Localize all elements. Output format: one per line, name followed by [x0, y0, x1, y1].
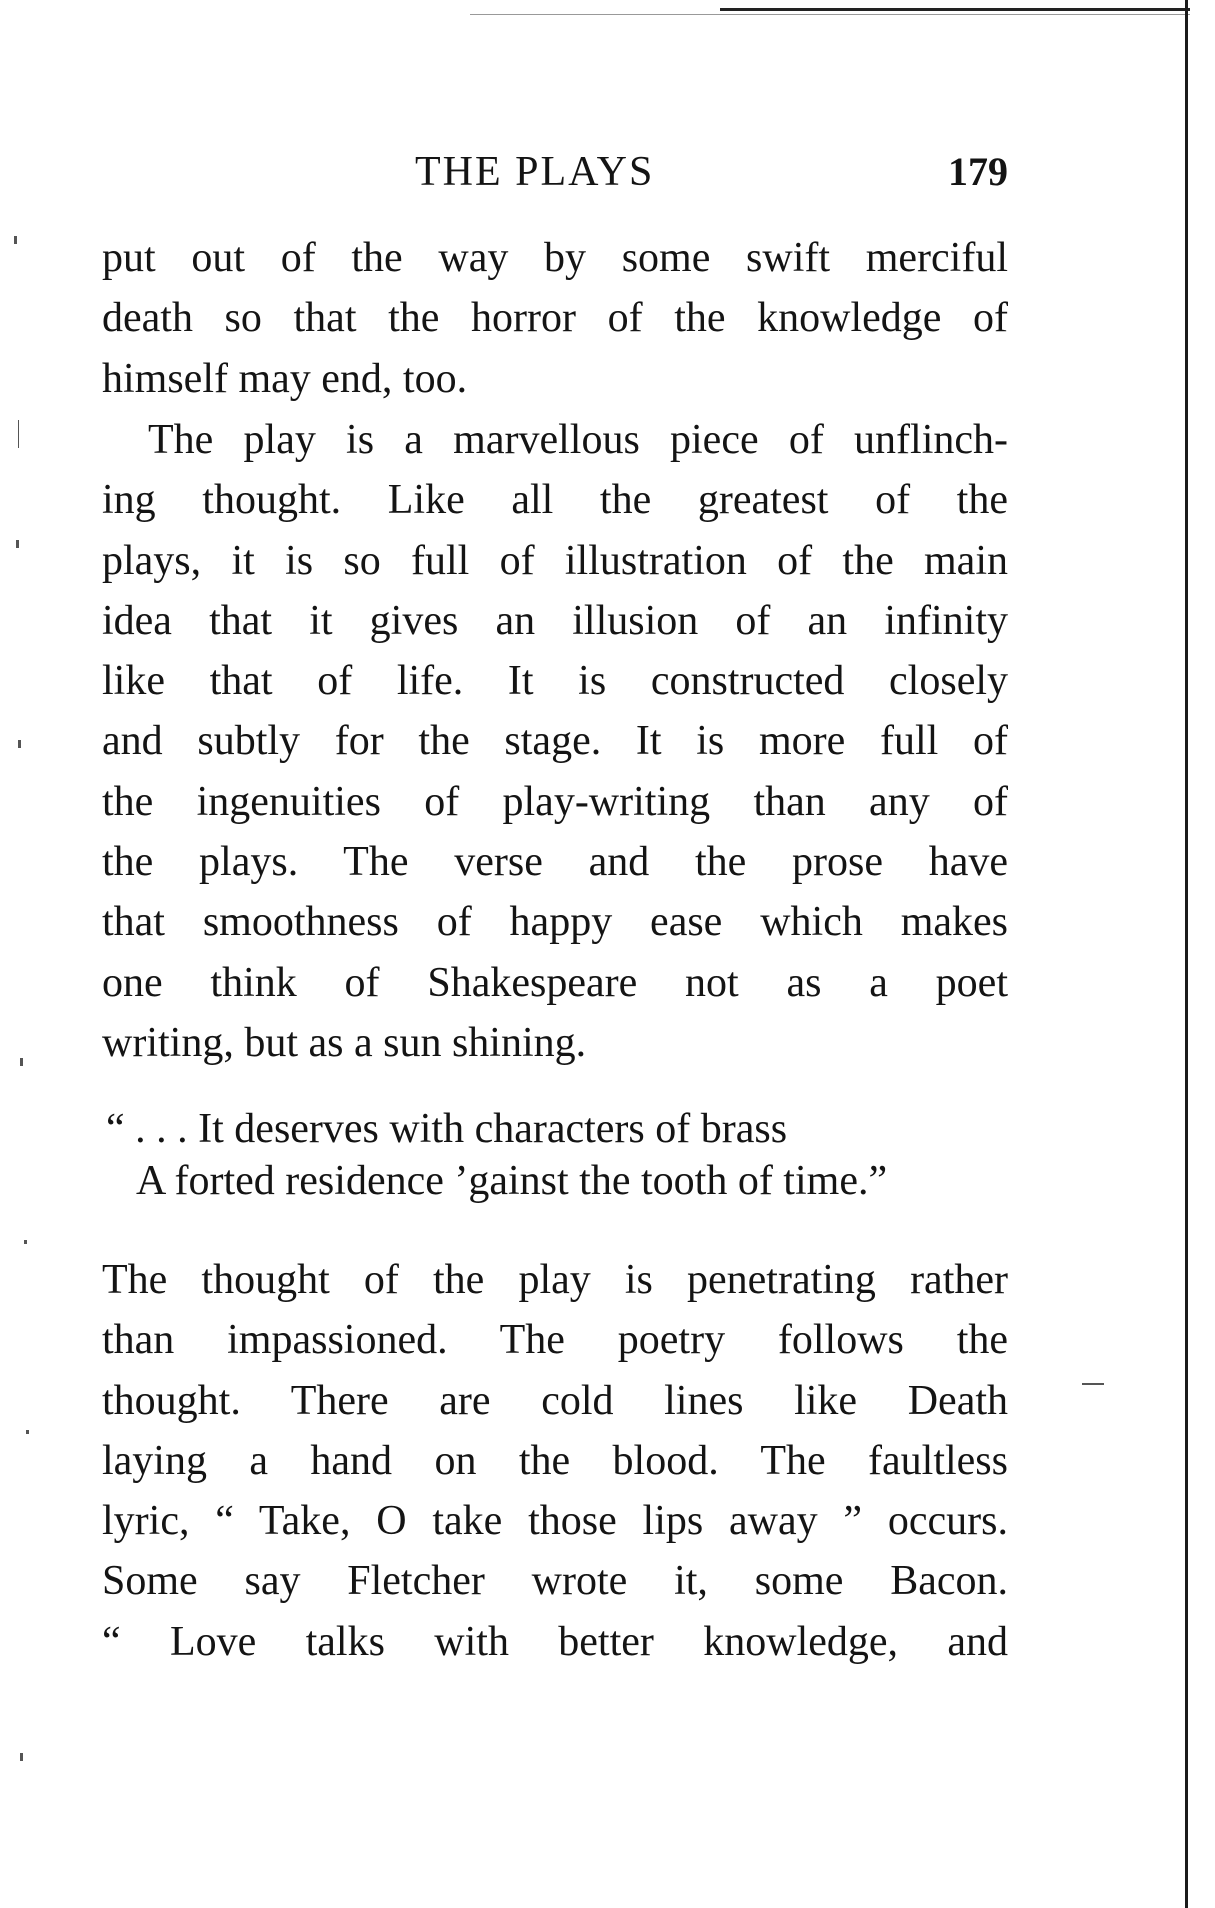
text-line: death so that the horror of the knowledge of [102, 295, 1008, 342]
text-line: the ingenuities of play-writing than any of [102, 778, 1008, 825]
paragraph-thought [102, 1250, 1008, 1672]
text-line: himself may end, too. [102, 355, 468, 402]
text-line: one think of Shakespeare not as a poet [102, 959, 1008, 1006]
scan-top-rule-thin [470, 14, 1190, 15]
text-line: The thought of the play is penetrating rather [102, 1257, 1008, 1303]
scan-speck [18, 740, 21, 748]
verse-quotation [106, 1103, 887, 1207]
scan-speck [14, 236, 17, 244]
page-header [100, 148, 1008, 196]
text-line: put out of the way by some swift merciful [102, 235, 1008, 281]
text-line: lyric, “ Take, O take those lips away ” occurs. [102, 1498, 1008, 1545]
text-line: and subtly for the stage. It is more full of [102, 718, 1008, 765]
running-title: THE PLAYS [415, 149, 655, 195]
quote-line: “ . . . It deserves with characters of brass [106, 1106, 788, 1152]
text-line: that smoothness of happy ease which makes [102, 899, 1008, 946]
text-line: the plays. The verse and the prose have [102, 839, 1008, 886]
scan-page-edge [1185, 0, 1188, 1908]
scan-top-rule [720, 8, 1190, 11]
text-line: than impassioned. The poetry follows the [102, 1317, 1008, 1364]
scan-speck [18, 420, 19, 448]
scan-speck [26, 1430, 29, 1434]
text-line: writing, but as a sun shining. [102, 1019, 587, 1066]
text-line: like that of life. It is constructed closely [102, 658, 1008, 705]
scan-speck [20, 1058, 23, 1066]
quote-line: A forted residence ’gainst the tooth of time.” [136, 1158, 888, 1204]
scan-speck [1082, 1383, 1104, 1385]
text-line: The play is a marvellous piece of unflinch- [148, 417, 1008, 463]
scan-speck [24, 1240, 27, 1244]
text-line: “ Love talks with better knowledge, and [102, 1618, 1008, 1665]
text-line: idea that it gives an illusion of an infinity [102, 597, 1008, 644]
paragraph-continued [102, 228, 1008, 409]
text-line: thought. There are cold lines like Death [102, 1377, 1008, 1424]
paragraph-play-description [102, 410, 1008, 1073]
text-line: laying a hand on the blood. The faultless [102, 1437, 1008, 1484]
text-line: ing thought. Like all the greatest of the [102, 477, 1008, 524]
scan-speck [16, 540, 19, 548]
text-line: Some say Fletcher wrote it, some Bacon. [102, 1558, 1008, 1605]
text-line: plays, it is so full of illustration of the main [102, 537, 1008, 584]
page-number: 179 [948, 149, 1008, 194]
scan-speck [20, 1753, 23, 1761]
